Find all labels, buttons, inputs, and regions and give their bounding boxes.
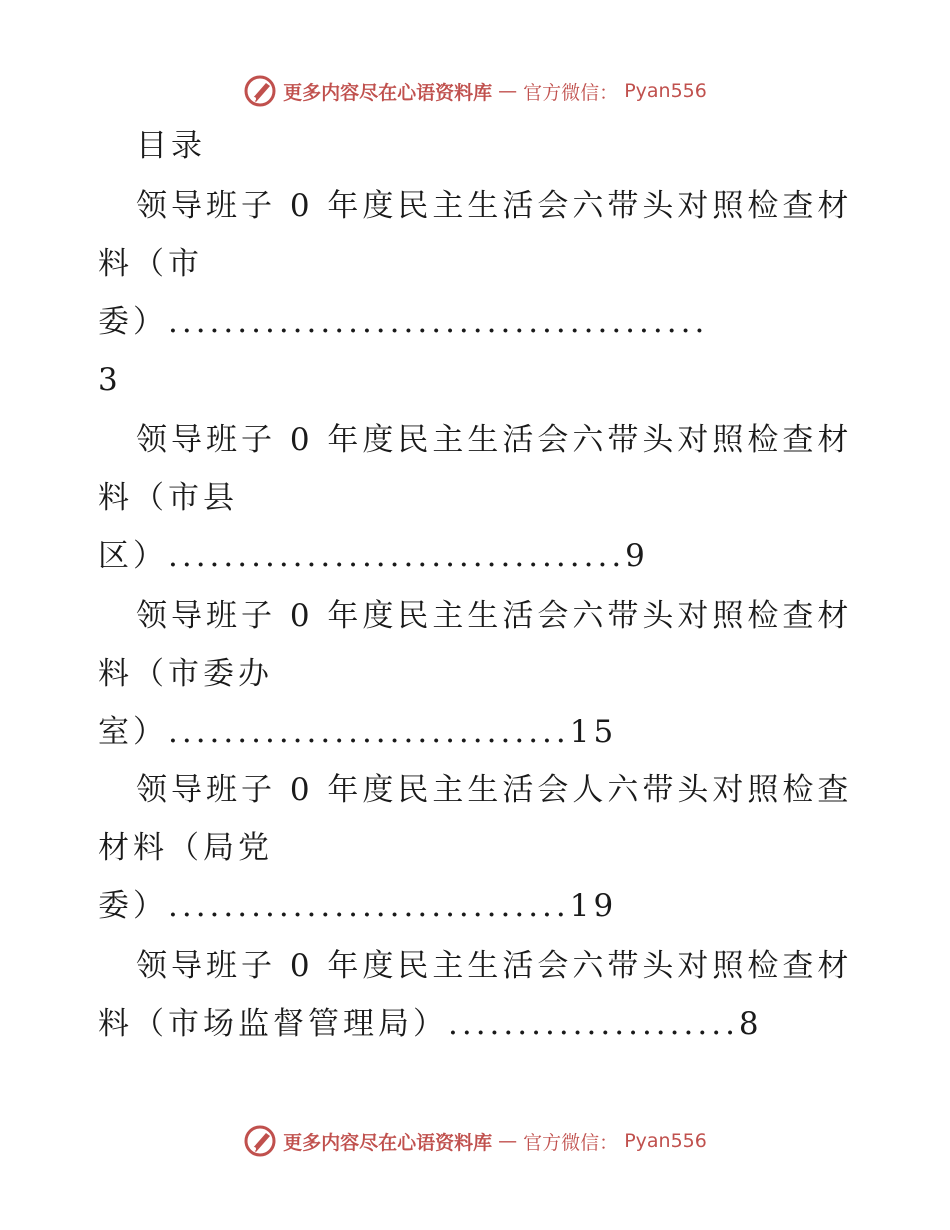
toc-entry-leader-line[interactable]: 区）.................................9 bbox=[98, 538, 649, 574]
toc-entry-continuation[interactable]: 材料（局党 bbox=[98, 830, 273, 866]
watermark-contact-label: 官方微信： bbox=[523, 1131, 619, 1154]
toc-entry-leader-line[interactable]: 委）....................................... bbox=[98, 304, 709, 340]
watermark-contact-id: Pyan556 bbox=[624, 1130, 707, 1152]
toc-entry-continuation[interactable]: 料（市 bbox=[98, 246, 203, 282]
watermark-separator: — bbox=[498, 1130, 518, 1152]
toc-entry-page-number[interactable]: 3 bbox=[98, 362, 122, 398]
toc-entry-title-line[interactable]: 领导班子 0 年度民主生活会人六带头对照检查 bbox=[136, 772, 853, 808]
header-watermark bbox=[0, 71, 950, 111]
toc-title: 目录 bbox=[136, 128, 206, 164]
toc-entry-title-line[interactable]: 领导班子 0 年度民主生活会六带头对照检查材 bbox=[136, 948, 853, 984]
toc-entry-leader-line[interactable]: 室）.............................15 bbox=[98, 714, 618, 750]
pen-circle-logo-icon bbox=[243, 74, 277, 108]
watermark-contact-label: 官方微信： bbox=[523, 81, 619, 104]
watermark-brand: 更多内容尽在心语资料库 bbox=[283, 1131, 493, 1154]
toc-entry-title-line[interactable]: 领导班子 0 年度民主生活会六带头对照检查材 bbox=[136, 598, 853, 634]
toc-entry-continuation[interactable]: 料（市委办 bbox=[98, 656, 273, 692]
watermark-contact-id: Pyan556 bbox=[624, 80, 707, 102]
toc-entry-leader-line[interactable]: 委）.............................19 bbox=[98, 888, 618, 924]
toc-entry-title-line[interactable]: 领导班子 0 年度民主生活会六带头对照检查材 bbox=[136, 422, 853, 458]
footer-watermark bbox=[0, 1121, 950, 1161]
pen-circle-logo-icon bbox=[243, 1124, 277, 1158]
toc-entry-leader-line[interactable]: 料（市场监督管理局）.....................8 bbox=[98, 1006, 763, 1042]
toc-entry-continuation[interactable]: 料（市县 bbox=[98, 480, 238, 516]
toc-entry-title-line[interactable]: 领导班子 0 年度民主生活会六带头对照检查材 bbox=[136, 188, 853, 224]
watermark-separator: — bbox=[498, 80, 518, 102]
watermark-brand: 更多内容尽在心语资料库 bbox=[283, 81, 493, 104]
